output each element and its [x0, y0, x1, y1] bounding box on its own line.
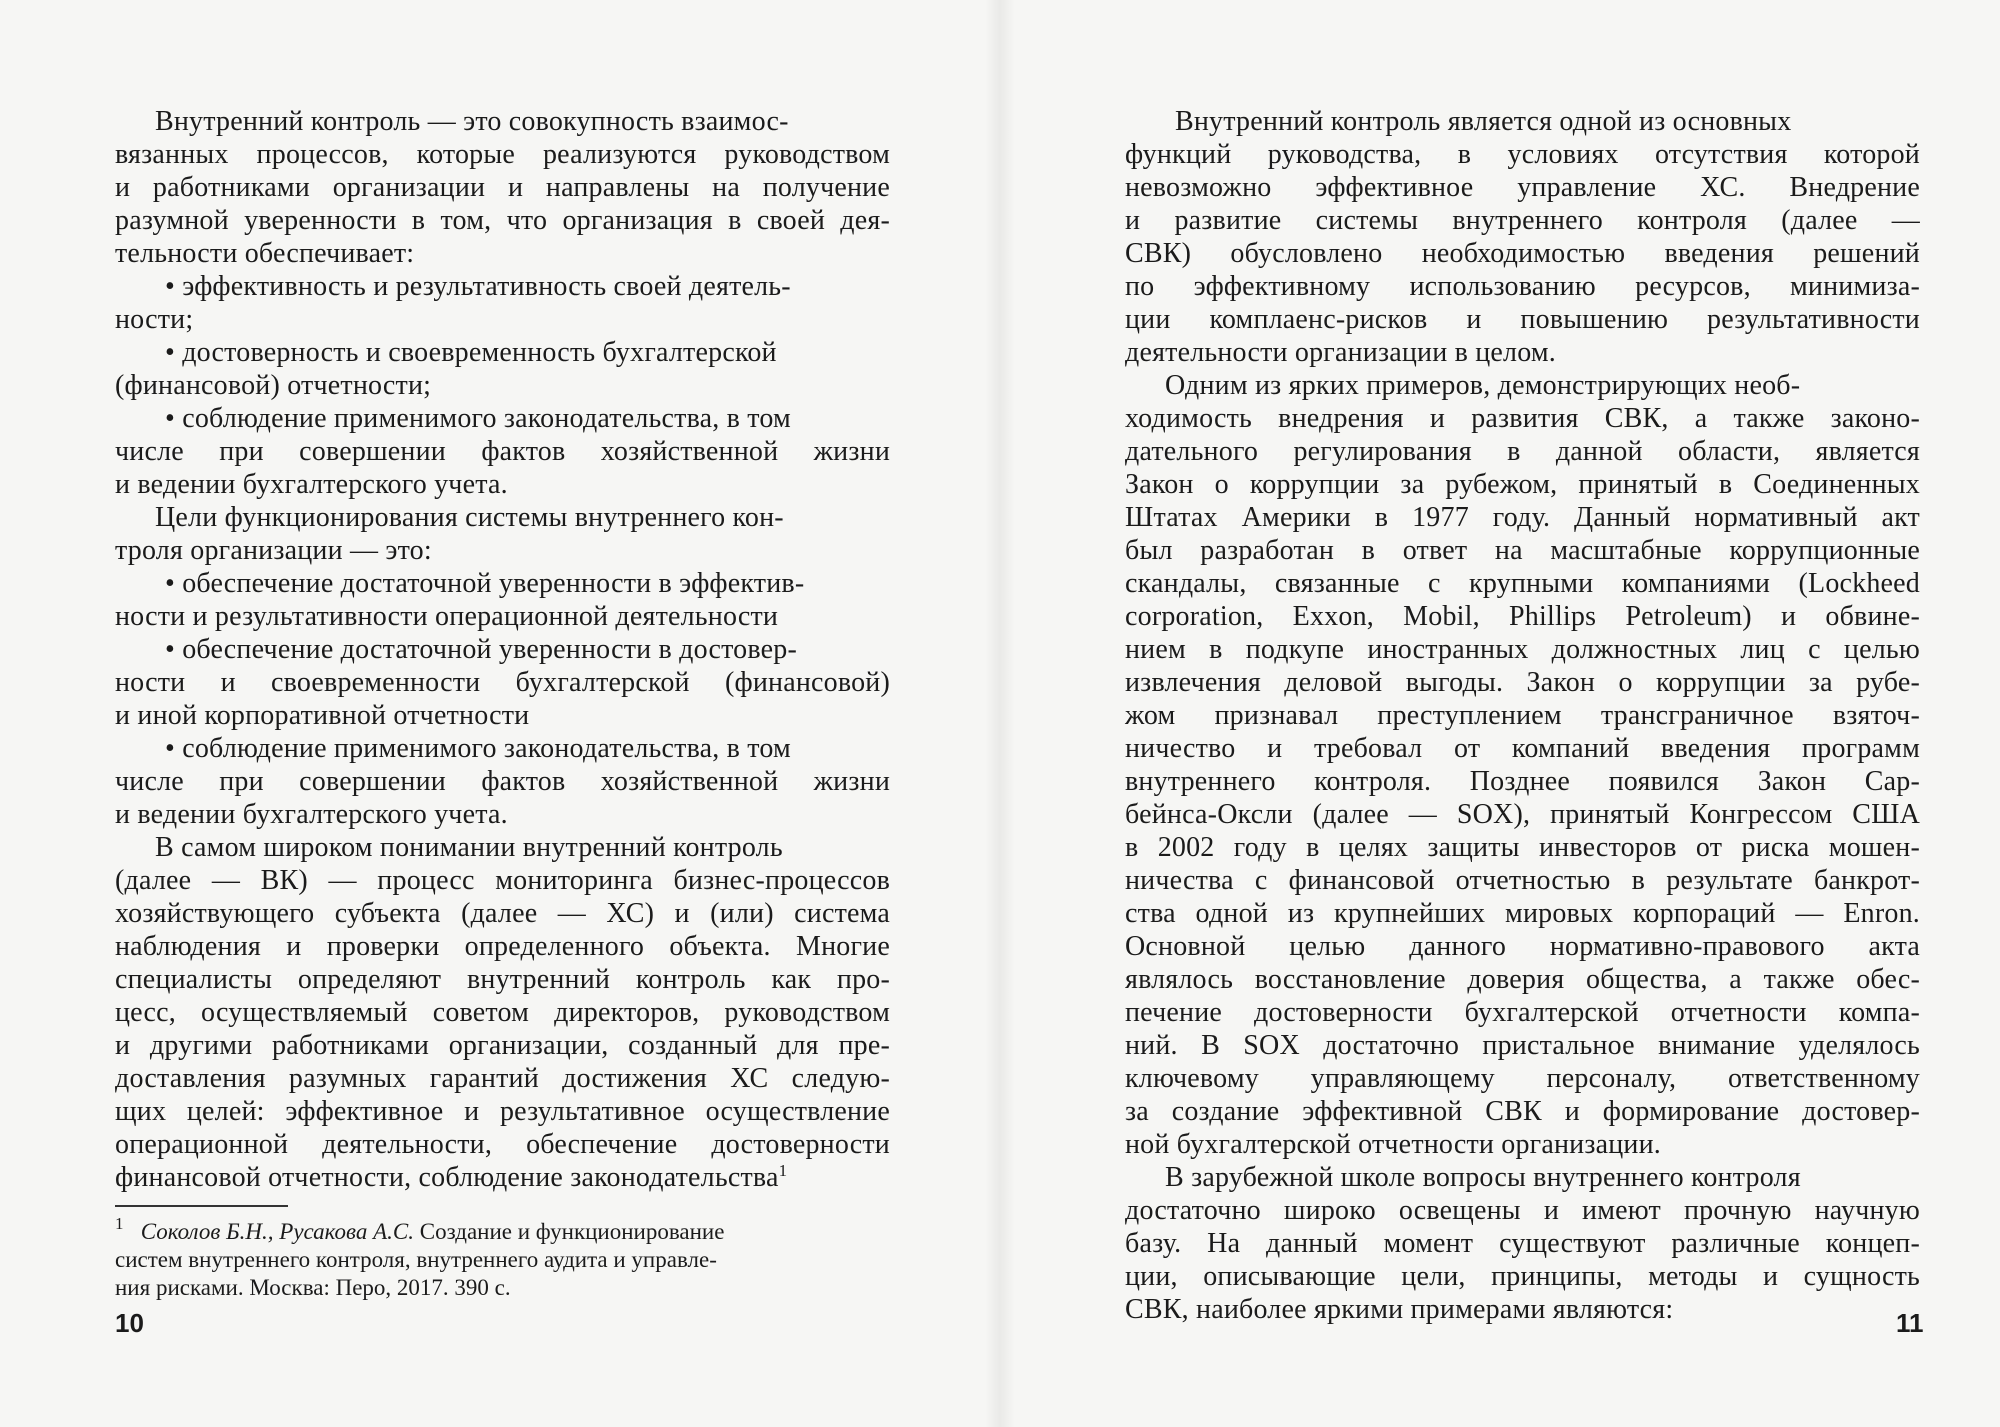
text-line: деятельности организации в целом.	[1125, 337, 1557, 368]
text-line: числе при совершении фактов хозяйственной жизни	[115, 436, 890, 467]
bullet-line: • соблюдение применимого законодательства, в том	[165, 403, 791, 434]
text-line: дательного регулирования в данной области, является	[1125, 436, 1920, 467]
text-line: В зарубежной школе вопросы внутреннего контроля	[1165, 1162, 1801, 1193]
text-line: достаточно широко освещены и имеют прочную научную	[1125, 1195, 1920, 1226]
text-line: извлечения деловой выгоды. Закон о коррупции за рубе-	[1125, 667, 1920, 698]
bullet-line: • соблюдение применимого законодательства, в том	[165, 733, 791, 764]
text-line: и ведении бухгалтерского учета.	[115, 799, 508, 830]
text-line: corporation, Exxon, Mobil, Phillips Petroleum) и обвине-	[1125, 601, 1920, 632]
footnote-line: систем внутреннего контроля, внутреннего аудита и управле-	[115, 1247, 717, 1272]
text-line: базу. На данный момент существуют различные концеп-	[1125, 1228, 1920, 1259]
page-number: 11	[1896, 1308, 1924, 1338]
text-line: щих целей: эффективное и результативное осуществление	[115, 1096, 890, 1127]
text-line: и другими работниками организации, созданный для пре-	[115, 1030, 890, 1061]
text-line: и развитие системы внутреннего контроля (далее —	[1125, 205, 1920, 236]
footnote-line: ния рисками. Москва: Перо, 2017. 390 с.	[115, 1275, 511, 1300]
footnote-title: Создание и функционирование	[414, 1219, 725, 1244]
text-line: за создание эффективной СВК и формирование достовер-	[1125, 1096, 1920, 1127]
text-line: печение достоверности бухгалтерской отчетности компа-	[1125, 997, 1920, 1028]
text-line: жом признавал преступлением трансграничное взяточ-	[1125, 700, 1920, 731]
text-line: вязанных процессов, которые реализуются руководством	[115, 139, 890, 170]
text-line: Цели функционирования системы внутреннего кон-	[155, 502, 784, 533]
text-line: ности;	[115, 304, 194, 335]
text-line: внутреннего контроля. Позднее появился Закон Сар-	[1125, 766, 1920, 797]
bullet-line: • обеспечение достаточной уверенности в эффектив-	[165, 568, 805, 599]
bullet-line: • достоверность и своевременность бухгалтерской	[165, 337, 777, 368]
text-line: ний. В SOX достаточно пристальное внимание уделялось	[1125, 1030, 1920, 1061]
text-line: операционной деятельности, обеспечение достоверности	[115, 1129, 890, 1160]
text-line: скандалы, связанные с крупными компаниями (Lockheed	[1125, 568, 1920, 599]
text-line: специалисты определяют внутренний контроль как про-	[115, 964, 890, 995]
bullet-line: • обеспечение достаточной уверенности в достовер-	[165, 634, 797, 665]
bullet-line: • эффективность и результативность своей деятель-	[165, 271, 791, 302]
text-line: Основной целью данного нормативно-правового акта	[1125, 931, 1920, 962]
text-line: по эффективному использованию ресурсов, минимиза-	[1125, 271, 1920, 302]
text-line: ходимость внедрения и развития СВК, а также законо-	[1125, 403, 1920, 434]
text-line: цесс, осуществляемый советом директоров, руководством	[115, 997, 890, 1028]
text-line: и ведении бухгалтерского учета.	[115, 469, 508, 500]
text-line: (финансовой) отчетности;	[115, 370, 432, 401]
text-line: СВК) обусловлено необходимостью введения решений	[1125, 238, 1920, 269]
text-line: хозяйствующего субъекта (далее — ХС) и (или) система	[115, 898, 890, 929]
text-line: Внутренний контроль является одной из основных	[1175, 106, 1792, 137]
text-line: и иной корпоративной отчетности	[115, 700, 530, 731]
right-page	[1000, 0, 2000, 1427]
footnote-divider	[115, 1205, 288, 1207]
text-line: ции, описывающие цели, принципы, методы и сущность	[1125, 1261, 1920, 1292]
text-line: троля организации — это:	[115, 535, 432, 566]
text-line: СВК, наиболее яркими примерами являются:	[1125, 1294, 1674, 1325]
text-line: Одним из ярких примеров, демонстрирующих необ-	[1165, 370, 1801, 401]
text-line: Штатах Америки в 1977 году. Данный нормативный акт	[1125, 502, 1920, 533]
text-line: невозможно эффективное управление ХС. Внедрение	[1125, 172, 1920, 203]
text-line: бейнса-Оксли (далее — SOX), принятый Конгрессом США	[1125, 799, 1920, 830]
text-line: ничество и требовал от компаний введения программ	[1125, 733, 1920, 764]
text-line: тельности обеспечивает:	[115, 238, 415, 269]
text-line: доставления разумных гарантий достижения ХС следую-	[115, 1063, 890, 1094]
footnote-authors: Соколов Б.Н., Русакова А.С.	[140, 1219, 414, 1244]
page-number: 10	[115, 1308, 144, 1338]
text-line: нием в подкупе иностранных должностных лиц с целью	[1125, 634, 1920, 665]
footnote-reference: 1	[778, 1161, 788, 1180]
text-line: разумной уверенности в том, что организация в своей дея-	[115, 205, 890, 236]
text-line: ничества с финансовой отчетностью в результате банкрот-	[1125, 865, 1920, 896]
text-line: числе при совершении фактов хозяйственной жизни	[115, 766, 890, 797]
text-line: и работниками организации и направлены на получение	[115, 172, 890, 203]
text-line	[115, 1162, 787, 1194]
text-line: являлось восстановление доверия общества, а также обес-	[1125, 964, 1920, 995]
text-line-content: финансовой отчетности, соблюдение законодательства	[115, 1162, 779, 1193]
text-line: ности и результативности операционной деятельности	[115, 601, 779, 632]
text-line: Закон о коррупции за рубежом, принятый в Соединенных	[1125, 469, 1920, 500]
text-line: ключевому управляющему персоналу, ответственному	[1125, 1063, 1920, 1094]
text-line: ности и своевременности бухгалтерской (финансовой)	[115, 667, 890, 698]
text-line: (далее — ВК) — процесс мониторинга бизнес-процессов	[115, 865, 890, 896]
text-line: был разработан в ответ на масштабные коррупционные	[1125, 535, 1920, 566]
text-line: ции комплаенс-рисков и повышению результативности	[1125, 304, 1920, 335]
text-line: функций руководства, в условиях отсутствия которой	[1125, 139, 1920, 170]
text-line: наблюдения и проверки определенного объекта. Многие	[115, 931, 890, 962]
text-line: Внутренний контроль — это совокупность взаимос-	[155, 106, 789, 137]
footnote-marker: 1	[115, 1214, 124, 1233]
text-line: ства одной из крупнейших мировых корпораций — Enron.	[1125, 898, 1920, 929]
text-line: в 2002 году в целях защиты инвесторов от риска мошен-	[1125, 832, 1920, 863]
text-line: ной бухгалтерской отчетности организации.	[1125, 1129, 1662, 1160]
text-line: В самом широком понимании внутренний контроль	[155, 832, 783, 863]
footnote-line	[115, 1214, 725, 1246]
